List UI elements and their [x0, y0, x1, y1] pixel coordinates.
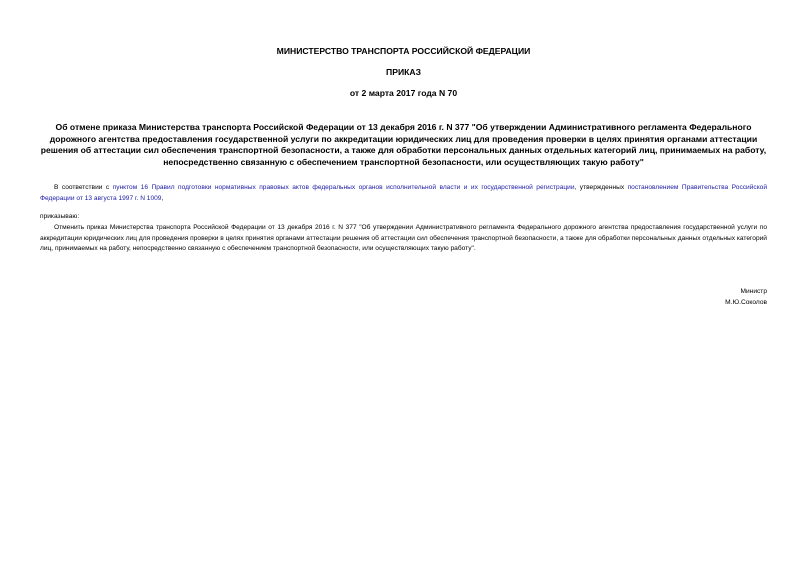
order-body: Отменить приказ Министерства транспорта Российской Федерации от 13 декабря 2016 г. N 377 "Об утверждении Административного регламента Федерального дорожного агентства предоставления государственной услуги по аккредитации юридических лиц для проведения проверки в целях принятия органами аттестации решения об аттестации сил обеспечения транспортной безопасности, а также для обработки персональных данных отдельных категорий лиц, принимаемых на работу, непосредственно связанную с обеспечением транспортной безопасности, или осуществляющих такую работу". [40, 224, 767, 252]
ministry-heading: МИНИСТЕРСТВО ТРАНСПОРТА РОССИЙСКОЙ ФЕДЕРАЦИИ [276, 46, 531, 56]
basis-middle: , утвержденных [574, 184, 628, 191]
document-title: Об отмене приказа Министерства транспорта Российской Федерации от 13 декабря 2016 г. N 377 "Об утверждении Административного регламента Федерального дорожного агентства предоставления государственной услуги по аккредитации юридических лиц для проведения проверки в целях принятия органами аттестации решения об аттестации сил обеспечения транспортной безопасности, а также для обработки персональных данных отдельных категорий лиц, принимаемых на работу, непосредственно связанную с обеспечением транспортной безопасности, или осуществляющих такую работу" [40, 122, 767, 167]
date-number-heading: от 2 марта 2017 года N 70 [349, 88, 458, 98]
doc-type-heading: ПРИКАЗ [386, 67, 421, 77]
basis-paragraph [40, 183, 767, 204]
resolution-link[interactable]: постановлением Правительства Российской Федерации от 13 августа 1997 г. N 1009 [40, 184, 768, 202]
signature-name: М.Ю.Соколов [725, 299, 767, 306]
rules-link[interactable]: пунктом 16 Правил подготовки нормативных правовых актов федеральных органов исполнительной власти и их государственной регистрации [112, 184, 575, 191]
signature-position: Министр [740, 288, 767, 295]
order-word: приказываю: [40, 213, 80, 220]
basis-suffix: , [161, 194, 164, 202]
basis-prefix: В соответствии с [54, 184, 113, 191]
